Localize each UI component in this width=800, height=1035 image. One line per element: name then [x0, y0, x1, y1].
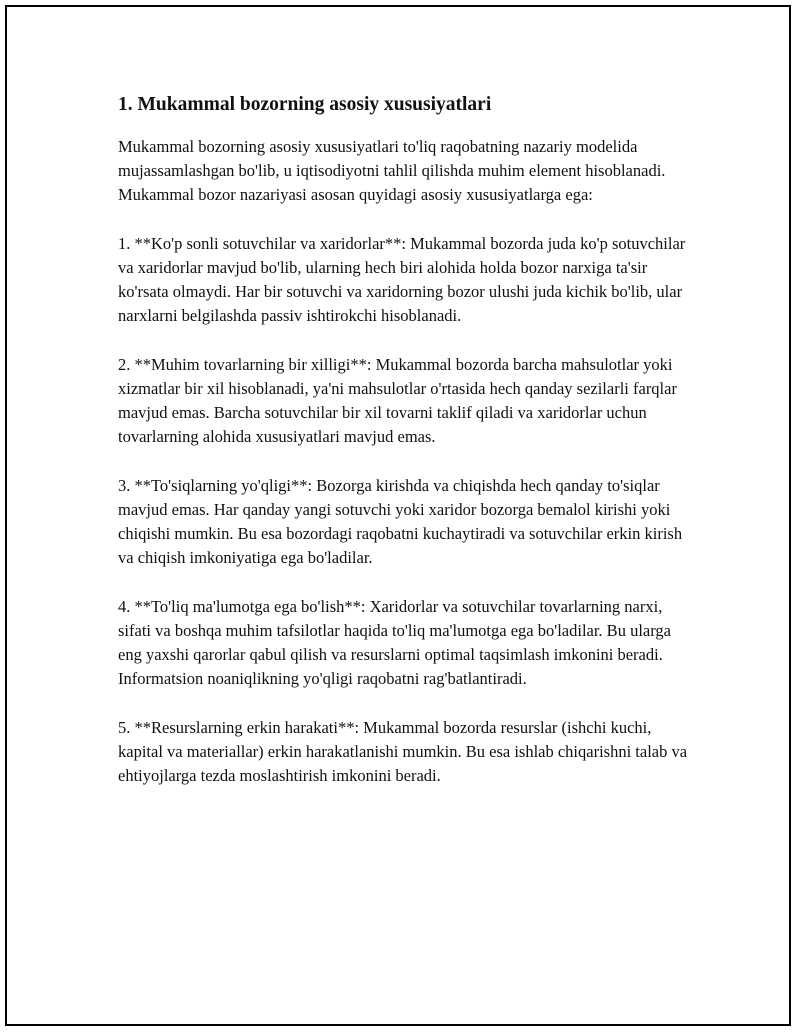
document-title: 1. Mukammal bozorning asosiy xususiyatlari	[118, 94, 492, 115]
list-item-1: 1. **Ko'p sonli sotuvchilar va xaridorlar**: Mukammal bozorda juda ko'p sotuvchilar va xaridorlar mavjud bo'lib, ularning hech biri alohida holda bozor narxiga ta'sir ko'rsata olmaydi. Har bir sotuvchi va xaridorning bozor ulushi juda kichik bo'lib, ular narxlarni belgilashda passiv ishtirokchi hisoblanadi.	[118, 233, 686, 326]
list-item-5: 5. **Resurslarning erkin harakati**: Mukammal bozorda resurslar (ishchi kuchi, kapital va materiallar) erkin harakatlanishi mumkin. Bu esa ishlab chiqarishni talab va ehtiyojlarga tezda moslashtirish imkonini beradi.	[118, 717, 688, 786]
intro-paragraph: Mukammal bozorning asosiy xususiyatlari to'liq raqobatning nazariy modelida mujassamlashgan bo'lib, u iqtisodiyotni tahlil qilishda muhim element hisoblanadi. Mukammal bozor nazariyasi asosan quyidagi asosiy xususiyatlarga ega:	[118, 137, 666, 205]
document-body	[118, 92, 690, 813]
list-item-4: 4. **To'liq ma'lumotga ega bo'lish**: Xaridorlar va sotuvchilar tovarlarning narxi, sifati va boshqa muhim tafsilotlar haqida to'liq ma'lumotga ega bo'ladilar. Bu ularga eng yaxshi qarorlar qabul qilish va resurslarni optimal taqsimlash imkonini beradi. Informatsion noaniqlikning yo'qligi raqobatni rag'batlantiradi.	[118, 596, 671, 689]
list-item-2: 2. **Muhim tovarlarning bir xilligi**: Mukammal bozorda barcha mahsulotlar yoki xizmatlar bir xil hisoblanadi, ya'ni mahsulotlar o'rtasida hech qanday sezilarli farqlar mavjud emas. Barcha sotuvchilar bir xil tovarni taklif qiladi va xaridorlar uchun tovarlarning alohida xususiyatlari mavjud emas.	[118, 354, 677, 447]
list-item-3: 3. **To'siqlarning yo'qligi**: Bozorga kirishda va chiqishda hech qanday to'siqlar mavjud emas. Har qanday yangi sotuvchi yoki xaridor bozorga bemalol kirishi yoki chiqishi mumkin. Bu esa bozordagi raqobatni kuchaytiradi va sotuvchilar erkin kirish va chiqish imkoniyatiga ega bo'ladilar.	[118, 475, 683, 568]
